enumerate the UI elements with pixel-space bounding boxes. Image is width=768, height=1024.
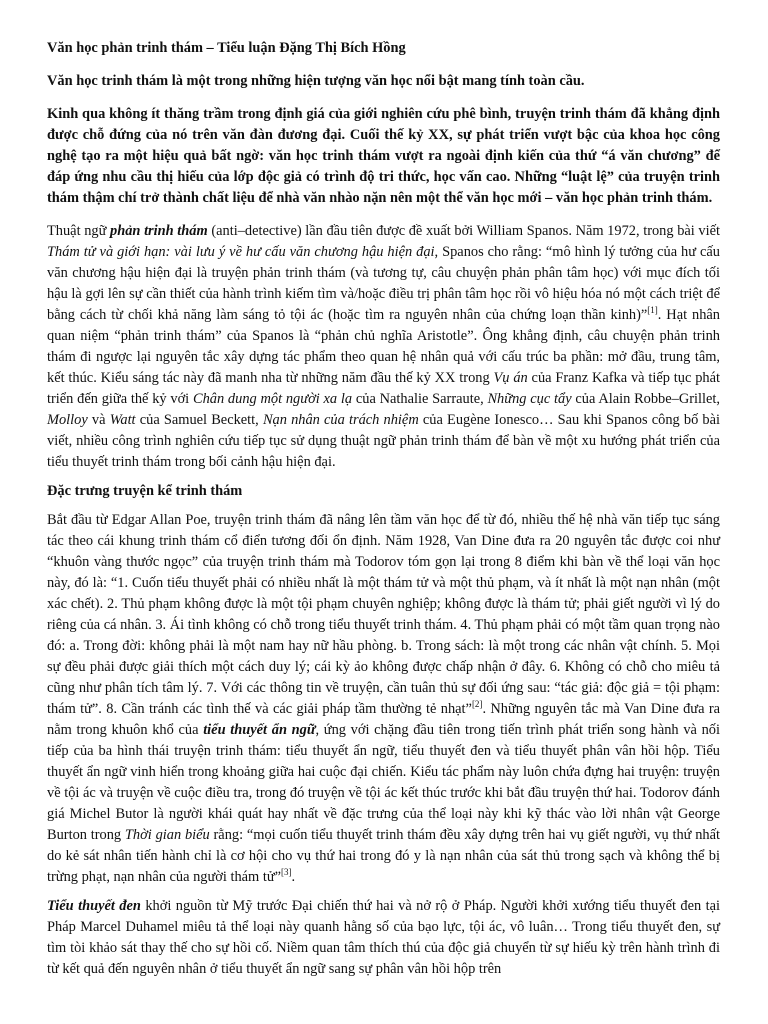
text-run: của Alain Robbe–Grillet,	[571, 391, 720, 407]
work-title: Thám tử và giới hạn: vài lưu ý về hư cấu văn chương hậu hiện đại	[47, 244, 435, 260]
footnote-ref[interactable]: [3]	[281, 867, 292, 878]
section-heading: Đặc trưng truyện kể trinh thám	[47, 483, 243, 499]
text-run: của Samuel Beckett,	[135, 412, 263, 428]
text-run: của Eugène Ionesco… Sau khi Spanos công bố bài viết, nhiều công trình nghiên cứu tiếp tục sử dụng thuật ngữ phản trinh thám để bàn về một xu hướng phát triển của tiểu thuyết trinh thám trong bối cảnh hậu hiện đại.	[47, 412, 721, 470]
text-run: khởi nguồn từ Mỹ trước Đại chiến thứ hai và nở rộ ở Pháp. Người khởi xướng tiểu thuyết đen tại Pháp Marcel Duhamel miêu tả thể loại này quanh hằng số của bạo lực, tội ác, vô luân… Trong tiểu thuyết đen, sự tìm tòi khảo sát thay thế cho sự hồi cố. Niềm quan tâm thích thú của độc giả chuyển từ sự hiếu kỳ trên hành trình đi từ kết quả đến nguyên nhân ở tiểu thuyết ẩn ngữ sang sự phân vân hồi hộp trên	[47, 898, 720, 977]
text-run: . Những nguyên tắc mà Van Dine đưa ra nằm trong khuôn khổ của	[47, 701, 720, 738]
document-title: Văn học phản trinh thám – Tiểu luận Đặng Thị Bích Hồng	[47, 40, 406, 56]
text-run: Bắt đầu từ Edgar Allan Poe, truyện trinh thám đã nâng lên tầm văn học để từ đó, nhiều thế hệ nhà văn tiếp tục sáng tác theo cái khung trinh thám cổ điển tương đối ổn định. Năm 1928, Van Dine đưa ra 20 nguyên tắc được coi như “khuôn vàng thước ngọc” của truyện trinh thám mà Todorov tóm gọn lại trong 8 điểm khi bàn về thể loại văn học này, đó là: “1. Cuốn tiểu thuyết phải có nhiều nhất là một thám tử và một thủ phạm, và ít nhất là một nạn nhân (một xác chết). 2. Thủ phạm không được là một tội phạm chuyên nghiệp; không được là thám tử; phải giết người vì lý do riêng của cá nhân. 3. Ái tình không có chỗ trong tiểu thuyết trinh thám. 4. Thủ phạm phải có một tầm quan trọng nào đó: a. Trong đời: không phải là một nam hay nữ hầu phòng. b. Trong sách: là một trong các nhân vật chính. 5. Mọi sự đều phải được giải thích một cách duy lý; cái kỳ ảo không được chấp nhận ở đây. 6. Không có chỗ cho miêu tả cũng như phân tích tâm lý. 7. Với các thông tin về truyện, cần tuân thủ sự đối ứng sau: “tác giả: độc giả = tội phạm: thám tử”. 8. Cần tránh các tình thế và các giải pháp tầm thường tẻ nhạt”	[47, 512, 720, 717]
text-run: .	[291, 869, 296, 885]
footnote-ref[interactable]: [2]	[471, 699, 483, 710]
paragraph-anti-detective-term	[47, 221, 720, 473]
work-title: Molloy	[47, 412, 88, 428]
work-title: Watt	[109, 412, 136, 428]
work-title: Nạn nhân của trách nhiệm	[262, 412, 419, 428]
text-run: của Franz Kafka và tiếp tục phát triển đến giữa thế kỷ với	[47, 370, 720, 407]
footnote-ref[interactable]: [1]	[647, 305, 658, 316]
term-emphasis: Tiểu thuyết đen	[47, 898, 141, 914]
work-title: Chân dung một người xa lạ	[192, 391, 353, 407]
lead-paragraph: Kinh qua không ít thăng trầm trong định giá của giới nghiên cứu phê bình, truyện trinh thám đã khẳng định được chỗ đứng của nó trên văn đàn đương đại. Cuối thế kỷ XX, sự phát triển vượt bậc của khoa học công nghệ tạo ra một hiệu quả bất ngờ: văn học trinh thám vượt ra ngoài định kiến của thứ “á văn chương” để đáp ứng nhu cầu thị hiếu của lớp độc giả có trình độ tri thức, học vấn cao. Những “luật lệ” của truyện trinh thám thậm chí trở thành chất liệu để nhà văn nhào nặn nên một thể văn học mới – văn học phản trinh thám.	[47, 106, 720, 206]
text-run: (anti–detective) lần đầu tiên được đề xuất bởi William Spanos. Năm 1972, trong bài viết	[207, 223, 721, 239]
text-run: của Nathalie Sarraute,	[352, 391, 488, 407]
text-run: rằng: “mọi cuốn tiểu thuyết trinh thám đều xây dựng trên hai vụ giết người, vụ thứ nhất do kẻ sát nhân tiến hành chỉ là cơ hội cho vụ thứ hai trong đó y là nạn nhân của sát thủ trong sạch và không thể bị trừng phạt, nạn nhân của người thám tử”	[47, 827, 721, 885]
term-emphasis: phản trinh thám	[110, 223, 208, 239]
term-emphasis: tiểu thuyết ẩn ngữ	[203, 722, 316, 738]
text-run: Thuật ngữ	[47, 223, 111, 239]
work-title: Thời gian biểu	[124, 827, 210, 843]
text-run: , ứng với chặng đầu tiên trong tiến trình phát triển song hành và nối tiếp của ba hình thái truyện trinh thám: tiểu thuyết ẩn ngữ, tiểu thuyết đen và tiểu thuyết phân vân hồi hộp. Tiểu thuyết ẩn ngữ vinh hiển trong khoảng giữa hai cuộc đại chiến. Kiểu tác phẩm này luôn chứa đựng hai truyện: truyện về tội ác và truyện về cuộc điều tra, trong đó truyện về tội ác kết thúc trước khi bắt đầu truyện thứ hai. Todorov đánh giá Michel Butor là người khái quát hay nhất về đặc trưng của thể loại này khi kỹ thác vào lời nhân vật George Burton trong	[47, 722, 720, 843]
intro-sentence: Văn học trinh thám là một trong những hiện tượng văn học nổi bật mang tính toàn cầu.	[47, 73, 585, 89]
text-run: và	[87, 412, 110, 428]
text-run: . Hạt nhân quan niệm “phản trinh thám” của Spanos là “phản chủ nghĩa Aristotle”. Ông khẳng định, câu chuyện phản trinh thám đi ngược lại nguyên tắc xây dựng tác phẩm theo quan hệ nhân quả với cấu trúc ba phần: mở đầu, trung tâm, kết thúc. Kiểu sáng tác này đã manh nha từ những năm đầu thế kỷ XX trong	[47, 307, 720, 386]
text-run: , Spanos cho rằng: “mô hình lý tưởng của hư cấu văn chương hậu hiện đại là truyện phản trinh thám (và tương tự, câu chuyện phản phân tâm học) với mục đích tối hậu là gợi lên sự cần thiết của hành trình kiếm tìm và/hoặc điều trị phân tâm học rồi vô hiệu hóa nó một cách triệt để bằng cách từ chối khả năng làm sáng tỏ tội ác (hoặc tìm ra nguyên nhân của chứng loạn thần kinh)”	[47, 244, 720, 323]
paragraph-noir-novel	[47, 896, 720, 980]
work-title: Vụ án	[493, 370, 528, 386]
work-title: Những cục tẩy	[487, 391, 572, 407]
paragraph-detective-characteristics	[47, 510, 720, 888]
